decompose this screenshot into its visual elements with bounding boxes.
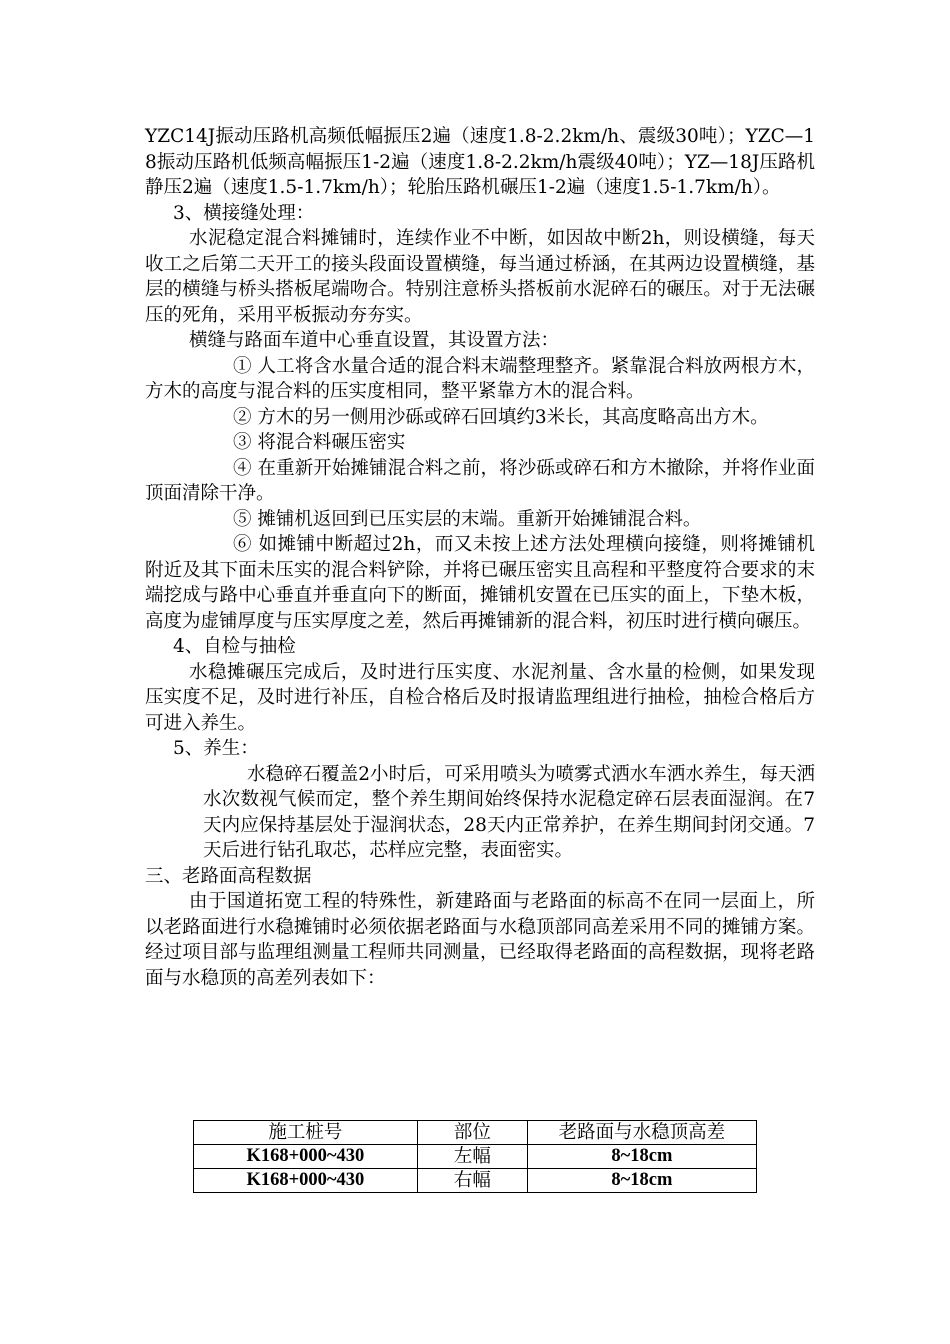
- paragraph-self-inspection: 水稳摊碾压完成后，及时进行压实度、水泥剂量、含水量的检侧，如果发现压实度不足，及时进行补压，自检合格后及时报请监理组进行抽检，抽检合格后方可进入养生。: [145, 661, 815, 734]
- step-5: ⑤ 摊铺机返回到已压实层的末端。重新开始摊铺混合料。: [233, 508, 702, 530]
- paragraph-transverse-joint: 水泥稳定混合料摊铺时，连续作业不中断，如因故中断2h，则设横缝，每天收工之后第二天开工的接头段面设置横缝，每当通过桥涵，在其两边设置横缝，基层的横缝与桥头搭板尾端吻合。特别注意桥头搭板前水泥碎石的碾压。对于无法碾压的死角，采用平板振动夯夯实。: [145, 228, 815, 326]
- cell-station: K168+000~430: [194, 1169, 418, 1193]
- step-1: ① 人工将含水量合适的混合料末端整理整齐。紧靠混合料放两根方木，方木的高度与混合料的压实度相同，整平紧靠方木的混合料。: [145, 355, 815, 402]
- cell-position: 左幅: [417, 1145, 527, 1169]
- document-body: [145, 124, 815, 991]
- header-position: 部位: [417, 1121, 527, 1145]
- table-row: [194, 1169, 757, 1193]
- paragraph-rolling-specs: YZC14J振动压路机高频低幅振压2遍（速度1.8-2.2km/h、震级30吨）；YZC—18振动压路机低频高幅振压1-2遍（速度1.8-2.2km/h震级40吨）；YZ—18J压路机静压2遍（速度1.5-1.7km/h）；轮胎压路机碾压1-2遍（速度1.5-1.7km/h）。: [145, 126, 815, 198]
- paragraph-joint-method-intro: 横缝与路面车道中心垂直设置，其设置方法：: [189, 330, 560, 351]
- step-6: ⑥ 如摊铺中断超过2h，而又未按上述方法处理横向接缝，则将摊铺机附近及其下面未压实的混合料铲除，并将已碾压密实且高程和平整度符合要求的末端挖成与路中心垂直并垂直向下的断面，摊铺机安置在已压实的面上，下垫木板，高度为虚铺厚度与压实厚度之差，然后再摊铺新的混合料，初压时进行横向碾压。: [145, 534, 815, 632]
- cell-height-difference: 8~18cm: [527, 1169, 756, 1193]
- table-row: [194, 1145, 757, 1169]
- cell-height-difference: 8~18cm: [527, 1145, 756, 1169]
- heading-old-road-elevation: 三、老路面高程数据: [145, 865, 312, 887]
- cell-position: 右幅: [417, 1169, 527, 1193]
- heading-self-inspection: 4、自检与抽检: [173, 636, 296, 657]
- paragraph-old-road-elevation: 由于国道拓宽工程的特殊性，新建路面与老路面的标高不在同一层面上，所以老路面进行水稳摊铺时必须依据老路面与水稳顶部同高差采用不同的摊铺方案。经过项目部与监理组测量工程师共同测量，已经取得老路面的高程数据，现将老路面与水稳顶的高差列表如下：: [145, 891, 815, 989]
- step-2: ② 方木的另一侧用沙砾或碎石回填约3米长，其高度略高出方木。: [233, 406, 769, 428]
- table-header-row: [194, 1121, 757, 1145]
- elevation-table: [193, 1120, 757, 1193]
- paragraph-curing: 水稳碎石覆盖2小时后，可采用喷头为喷雾式洒水车洒水养生，每天洒水次数视气候而定，整个养生期间始终保持水泥稳定碎石层表面湿润。在7天内应保持基层处于湿润状态，28天内正常养护，在养生期间封闭交通。7天后进行钻孔取芯，芯样应完整，表面密实。: [203, 763, 815, 861]
- heading-transverse-joint: 3、横接缝处理：: [173, 202, 315, 224]
- header-height-difference: 老路面与水稳顶高差: [527, 1121, 756, 1145]
- cell-station: K168+000~430: [194, 1145, 418, 1169]
- heading-curing: 5、养生：: [173, 738, 259, 759]
- header-station: 施工桩号: [194, 1121, 418, 1145]
- step-3: ③ 将混合料碾压密实: [233, 432, 406, 453]
- step-4: ④ 在重新开始摊铺混合料之前，将沙砾或碎石和方木撤除，并将作业面顶面清除干净。: [145, 457, 815, 504]
